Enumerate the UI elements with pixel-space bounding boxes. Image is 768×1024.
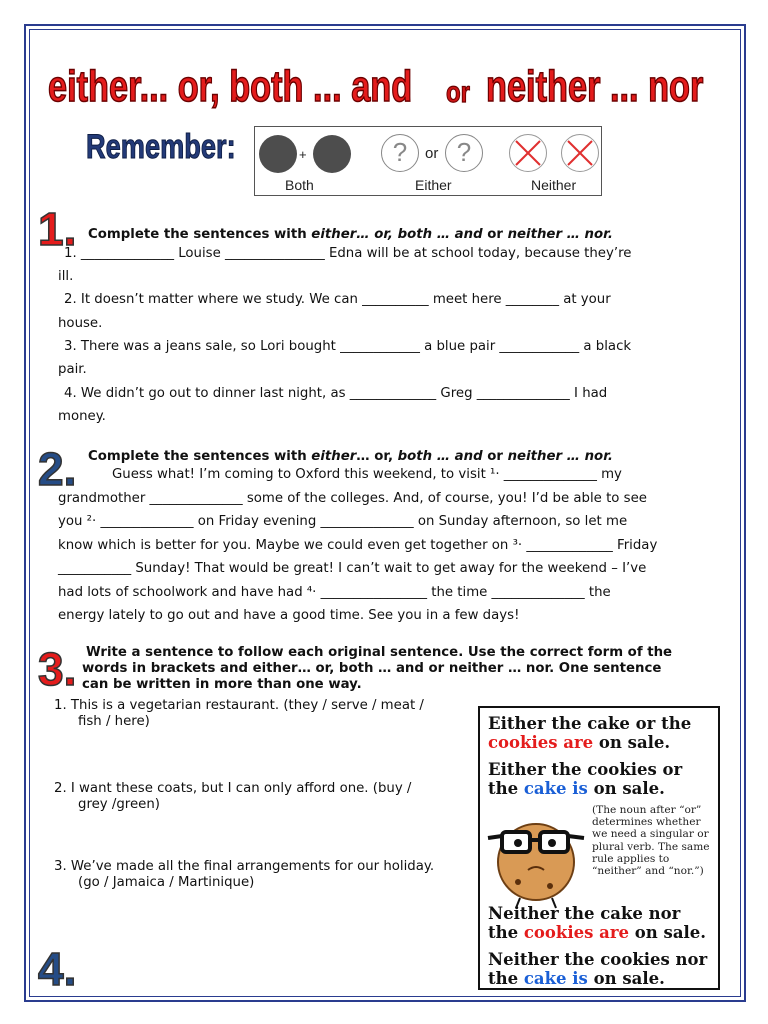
- s3-item-text: 2. I want these coats, but I can only afford one. (buy /: [54, 781, 412, 796]
- or-label: or: [425, 145, 439, 162]
- title-right-2: [486, 62, 765, 112]
- s2-line: grandmother ______________ some of the colleges. And, of course, you! I’d be able to see: [58, 491, 647, 506]
- cartoon-text: on sale.: [587, 779, 665, 798]
- cartoon-blue: cake is: [523, 779, 588, 798]
- instr-italic: either… or, both … and: [311, 227, 483, 242]
- both-circle-icon: [259, 135, 297, 173]
- s2-line: you ²· ______________ on Friday evening ______________ on Sunday afternoon, so let me: [58, 514, 628, 529]
- title-part2: or: [446, 76, 470, 109]
- section1-instruction: [88, 227, 613, 243]
- section3-instruction-line: Write a sentence to follow each original sentence. Use the correct form of the: [86, 645, 673, 660]
- question-circle-icon: ?: [381, 134, 419, 172]
- s3-item-2: [54, 781, 411, 813]
- crossed-circle-icon: [561, 134, 599, 172]
- s2-line: Guess what! I’m coming to Oxford this weekend, to visit ¹· ______________ my: [112, 467, 622, 482]
- section-number-1: 1.: [38, 203, 77, 255]
- s1-line: 4. We didn’t go out to dinner last night, as _____________ Greg ______________ I had: [64, 386, 608, 401]
- s3-item-text: 1. This is a vegetarian restaurant. (they / serve / meat /: [54, 698, 424, 713]
- s3-item-1: [54, 698, 424, 730]
- cartoon-line: [488, 923, 706, 942]
- s1-line: house.: [58, 316, 103, 331]
- plus-sign: +: [299, 147, 307, 162]
- s1-line: 3. There was a jeans sale, so Lori bought ____________ a blue pair ____________ a black: [64, 339, 632, 354]
- instr-italic: both … and: [397, 449, 483, 464]
- cartoon-text: the: [488, 779, 524, 798]
- cartoon-line: Neither the cookies nor: [488, 950, 708, 969]
- section2-instruction: [88, 449, 613, 465]
- s1-line: 2. It doesn’t matter where we study. We can __________ meet here ________ at your: [64, 292, 611, 307]
- cartoon-line: [488, 733, 670, 752]
- cartoon-line: [488, 779, 665, 798]
- s1-line: money.: [58, 409, 106, 424]
- legend-label-both: Both: [285, 177, 314, 193]
- cartoon-line: Either the cake or the: [488, 714, 692, 733]
- legend-box: [254, 126, 602, 196]
- section-number-4: 4.: [38, 943, 77, 995]
- title-part1: either... or, both ... and: [48, 62, 413, 111]
- cartoon-text: on sale.: [629, 923, 707, 942]
- both-circle-icon: [313, 135, 351, 173]
- s3-item-3: [54, 859, 434, 891]
- instr-italic: either: [311, 449, 357, 464]
- grammar-cartoon: [478, 706, 720, 990]
- instr-text: or: [482, 449, 508, 464]
- section-number-2: 2.: [38, 443, 77, 495]
- s3-item-text: (go / Jamaica / Martinique): [78, 875, 255, 890]
- cookie-character-icon: [484, 806, 588, 910]
- cartoon-note: (The noun after “or” determines whether we need a singular or plural verb. The same rule applies to “neither” and “nor.”): [592, 804, 710, 878]
- instr-italic: neither … nor.: [507, 449, 613, 464]
- cartoon-red: cookies are: [488, 733, 594, 752]
- legend-label-neither: Neither: [531, 177, 577, 193]
- s2-line: had lots of schoolwork and have had ⁴· ________________ the time ______________ the: [58, 585, 611, 600]
- section3-instruction-line: can be written in more than one way.: [82, 677, 362, 692]
- cartoon-text: the: [488, 923, 524, 942]
- instr-text: … or,: [356, 449, 398, 464]
- cartoon-text: on sale.: [587, 969, 665, 988]
- s3-item-text: grey /green): [78, 797, 160, 812]
- s2-line: ___________ Sunday! That would be great! I can’t wait to get away for the weekend – I’ve: [58, 561, 647, 576]
- s1-line: ill.: [58, 269, 74, 284]
- s3-item-text: fish / here): [78, 714, 150, 729]
- cartoon-blue: cake is: [523, 969, 588, 988]
- cartoon-text: on sale.: [593, 733, 671, 752]
- s3-item-text: 3. We’ve made all the final arrangements for our holiday.: [54, 859, 435, 874]
- s1-line: pair.: [58, 362, 87, 377]
- instr-italic: neither … nor.: [507, 227, 613, 242]
- cartoon-line: [488, 969, 665, 988]
- legend-label-either: Either: [415, 177, 452, 193]
- s2-line: energy lately to go out and have a good time. See you in a few days!: [58, 608, 520, 623]
- cartoon-red: cookies are: [523, 923, 630, 942]
- section-number-3: 3.: [38, 643, 77, 695]
- instr-text: or: [482, 227, 508, 242]
- instr-text: Complete the sentences with: [88, 227, 312, 242]
- cartoon-text: the: [488, 969, 524, 988]
- cartoon-line: Neither the cake nor: [488, 904, 681, 923]
- s1-line: 1. ______________ Louise _______________ Edna will be at school today, because they’re: [64, 246, 632, 261]
- cartoon-line: Either the cookies or: [488, 760, 683, 779]
- section3-instruction-line: words in brackets and either… or, both … and or neither … nor. One sentence: [82, 661, 662, 676]
- crossed-circle-icon: [509, 134, 547, 172]
- instr-text: Complete the sentences with: [88, 449, 312, 464]
- s2-line: know which is better for you. Maybe we could even get together on ³· _____________ Friday: [58, 538, 658, 553]
- question-circle-icon: ?: [445, 134, 483, 172]
- title-right: [446, 76, 476, 110]
- title-part3: neither ... nor: [486, 62, 704, 111]
- remember-heading: Remember:: [86, 128, 236, 166]
